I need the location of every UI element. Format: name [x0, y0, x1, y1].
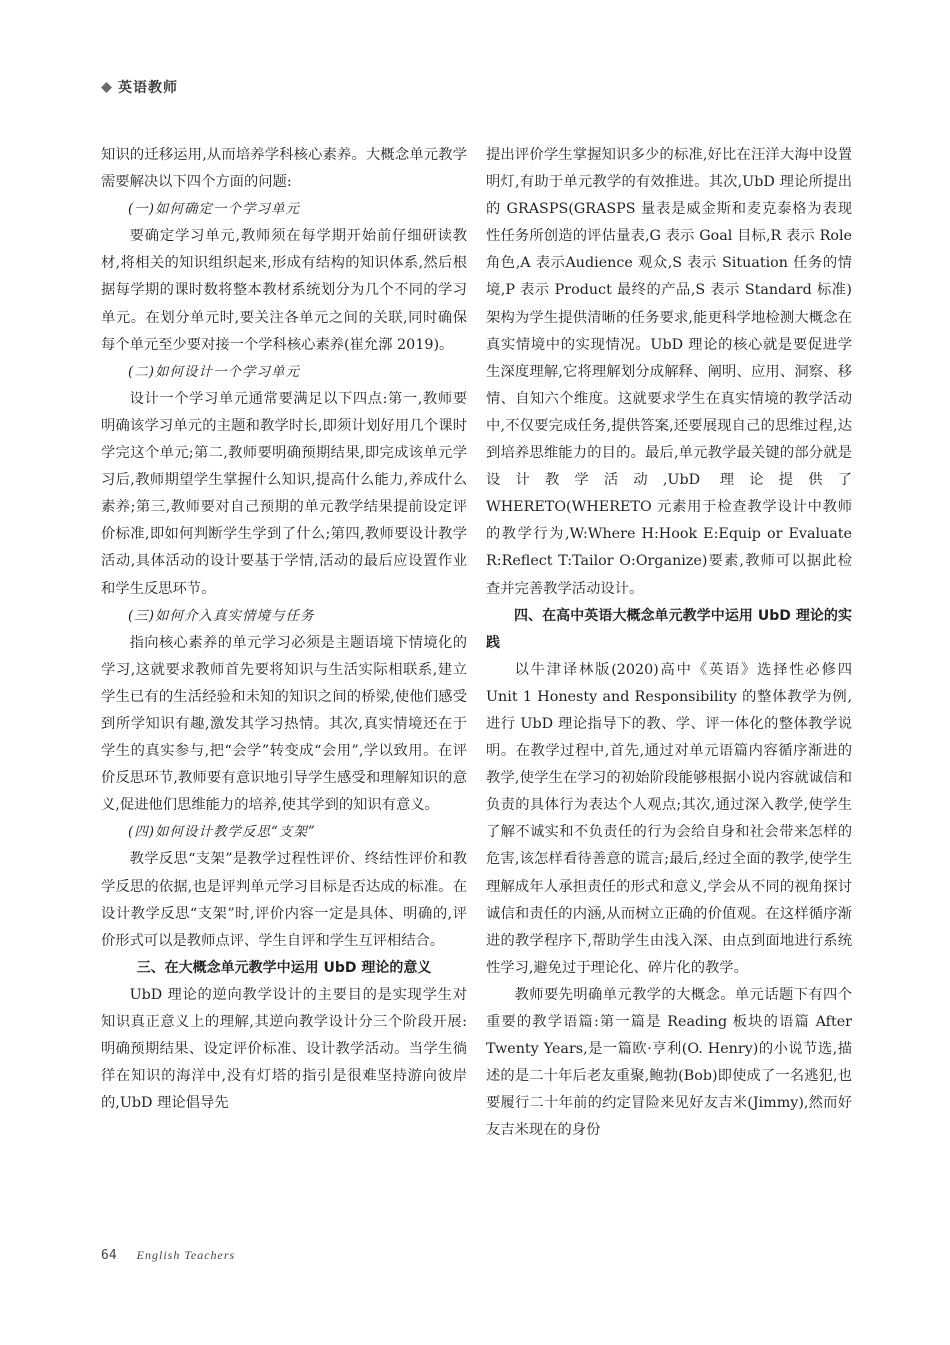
- paragraph: 要确定学习单元,教师须在每学期开始前仔细研读教材,将相关的知识组织起来,形成有结构的知识体系,然后根据每学期的课时数将整本教材系统划分为几个不同的学习单元。在划分单元时,要关注各单元之间的关联,同时确保每个单元至少要对接一个学科核心素养(崔允漷 2019)。: [101, 228, 467, 353]
- paragraph: 设计一个学习单元通常要满足以下四点:第一,教师要明确该学习单元的主题和教学时长,即须计划好用几个课时学完这个单元;第二,教师要明确预期结果,即完成该单元学习后,教师期望学生掌握什么知识,提高什么能力,养成什么素养;第三,教师要对自己预期的单元教学结果提前设定评价标准,即如何判断学生学到了什么;第四,教师要设计教学活动,具体活动的设计要基于学情,活动的最后应设置作业和学生反思环节。: [101, 390, 467, 597]
- diamond-icon: [101, 82, 112, 93]
- paragraph: 知识的迁移运用,从而培养学科核心素养。大概念单元教学需要解决以下四个方面的问题:: [101, 147, 467, 191]
- subsection-heading: (四)如何设计教学反思“支架”: [128, 824, 316, 841]
- journal-name: 英语教师: [118, 80, 178, 96]
- paragraph: 以牛津译林版(2020)高中《英语》选择性必修四 Unit 1 Honesty and Responsibility 的整体教学为例,进行 UbD 理论指导下的教、学、评一体化的整体教学说明。在教学过程中,首先,通过对单元语篇内容循序渐进的教学,使学生在学习的初始阶段能够根据小说内容就诚信和负责的具体行为表达个人观点;其次,通过深入教学,使学生了解不诚实和不负责任的行为会给自身和社会带来怎样的危害,该怎样看待善意的谎言;最后,经过全面的教学,使学生理解成年人承担责任的形式和意义,学会从不同的视角探讨诚信和责任的内涵,从而树立正确的价值观。在这样循序渐进的教学程序下,帮助学生由浅入深、由点到面地进行系统性学习,避免过于理论化、碎片化的教学。: [486, 661, 852, 976]
- running-header: [101, 76, 178, 98]
- paragraph: 提出评价学生掌握知识多少的标准,好比在汪洋大海中设置明灯,有助于单元教学的有效推进。其次,UbD 理论所提出的 GRASPS(GRASPS 量表是威金斯和麦克泰格为表现性任务所创造的评估量表,G 表示 Goal 目标,R 表示 Role 角色,A 表示Audience 观众,S 表示 Situation 任务的情境,P 表示 Product 最终的产品,S 表示 Standard 标准)架构为学生提供清晰的任务要求,能更科学地检测大概念在真实情境中的实现情况。UbD 理论的核心就是要促进学生深度理解,它将理解划分成解释、阐明、应用、洞察、移情、自知六个维度。这就要求学生在真实情境的教学活动中,不仅要完成任务,提供答案,还要展现自己的思维过程,达到培养思维能力的目的。最后,单元教学最关键的部分就是设计教学活动,UbD 理论提供了 WHERETO(WHERETO 元素用于检查教学设计中教师的教学行为,W:Where H:Hook E:Equip or Evaluate R:Reflect T:Tailor O:Organize)要素,教师可以据此检查并完善教学活动设计。: [486, 147, 852, 597]
- journal-english-title: English Teachers: [136, 1248, 236, 1262]
- subsection-heading: (三)如何介入真实情境与任务: [128, 607, 315, 624]
- subsection-heading: (二)如何设计一个学习单元: [128, 363, 301, 380]
- subsection-heading: (一)如何确定一个学习单元: [128, 201, 301, 218]
- paragraph: 教学反思“支架”是教学过程性评价、终结性评价和教学反思的依据,也是评判单元学习目标是否达成的标准。在设计教学反思“支架”时,评价内容一定是具体、明确的,评价形式可以是教师点评、学生自评和学生互评相结合。: [101, 851, 467, 949]
- page-number: 64: [101, 1248, 117, 1263]
- left-column: [101, 142, 467, 1117]
- paragraph: 指向核心素养的单元学习必须是主题语境下情境化的学习,这就要求教师首先要将知识与生活实际相联系,建立学生已有的生活经验和未知的知识之间的桥梁,使他们感受到所学知识有趣,激发其学习热情。其次,真实情境还在于学生的真实参与,把“会学”转变成“会用”,学以致用。在评价反思环节,教师要有意识地引导学生感受和理解知识的意义,促进他们思维能力的培养,使其学到的知识有意义。: [101, 634, 467, 814]
- paragraph: 教师要先明确单元教学的大概念。单元话题下有四个重要的教学语篇:第一篇是 Reading 板块的语篇 After Twenty Years,是一篇欧·亨利(O. Henry)的小说节选,描述的是二十年后老友重聚,鲍勃(Bob)即使成了一名逃犯,也要履行二十年前的约定冒险来见好友吉米(Jimmy),然而好友吉米现在的身份: [486, 986, 852, 1139]
- right-column: [486, 142, 852, 1144]
- section-heading: 三、在大概念单元教学中运用 UbD 理论的意义: [136, 959, 432, 976]
- page-footer: [101, 1248, 235, 1263]
- section-heading: 四、在高中英语大概念单元教学中运用 UbD 理论的实践: [486, 607, 852, 651]
- paragraph: UbD 理论的逆向教学设计的主要目的是实现学生对知识真正意义上的理解,其逆向教学设计分三个阶段开展:明确预期结果、设定评价标准、设计教学活动。当学生徜徉在知识的海洋中,没有灯塔的指引是很难坚持游向彼岸的,UbD 理论倡导先: [101, 986, 467, 1112]
